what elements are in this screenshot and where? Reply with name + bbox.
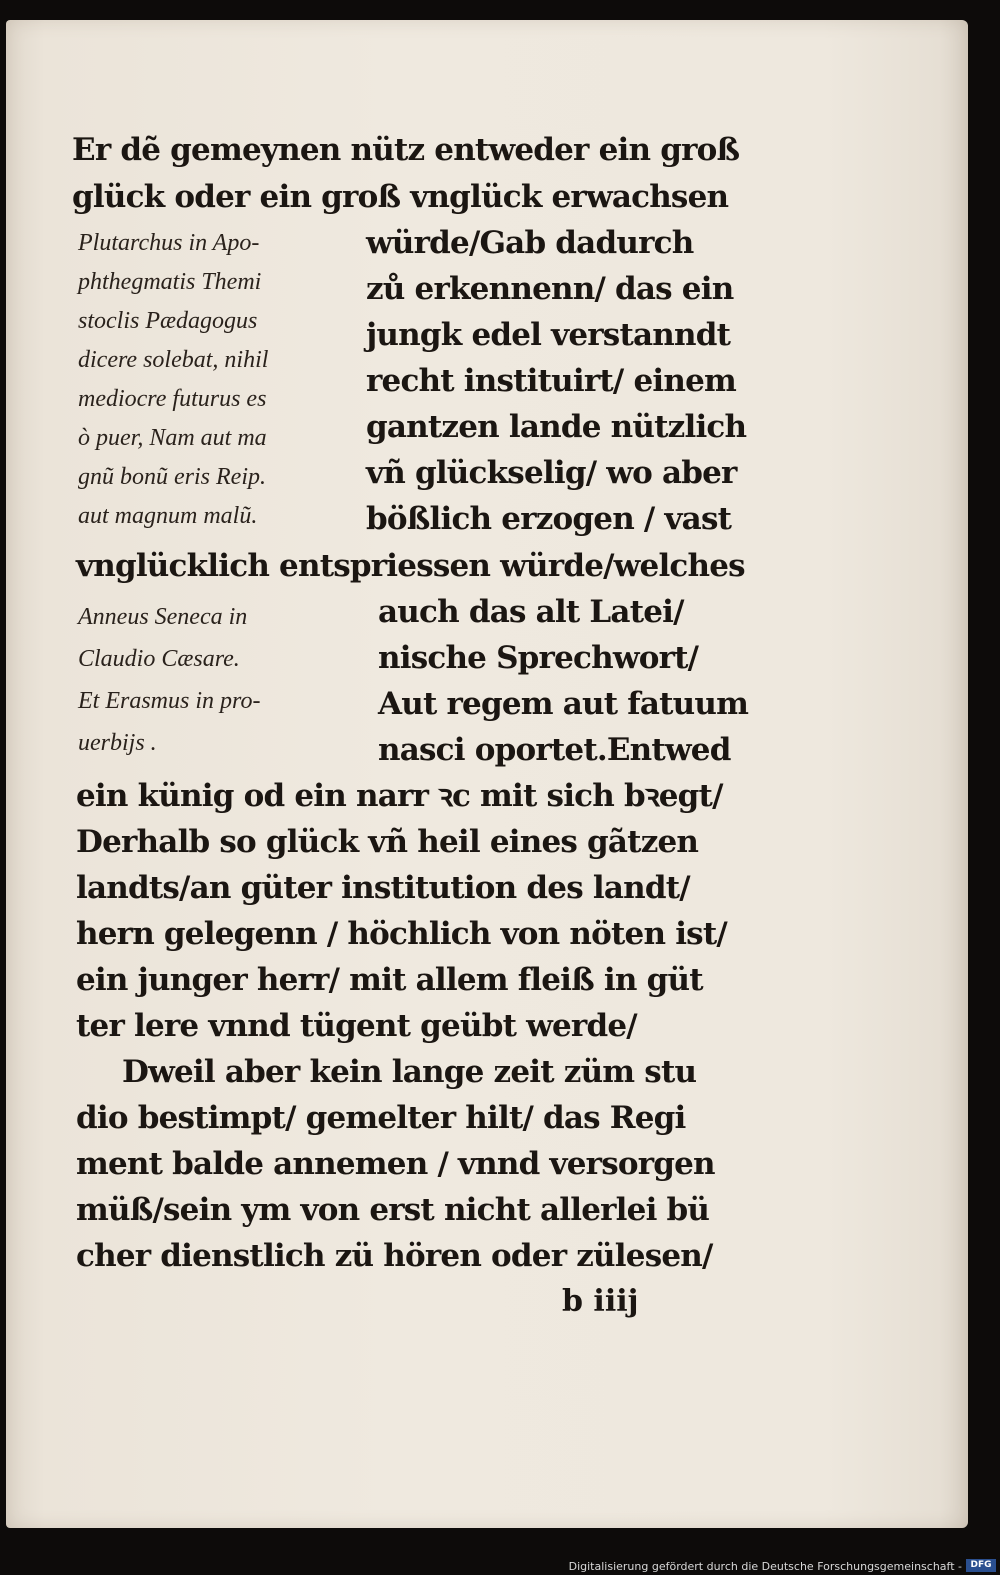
footer-bar [0, 1555, 1000, 1575]
text-line: vnglücklich entspriessen würde/welches [76, 548, 745, 584]
text-line: glück oder ein groß vnglück erwachsen [72, 179, 729, 215]
text-line: zů erkennenn/ das ein [366, 271, 734, 307]
marginal-note-line: dicere solebat, nihil [78, 347, 269, 373]
text-line: jungk edel verstanndt [366, 317, 731, 353]
marginal-note-line: phthegmatis Themi [78, 269, 262, 295]
text-line: dio bestimpt/ gemelter hilt/ das Regi [76, 1100, 686, 1136]
text-line: recht instituirt/ einem [366, 363, 737, 399]
marginal-note-line: gnũ bonũ eris Reip. [78, 464, 266, 490]
marginal-note-line: Anneus Seneca in [78, 604, 248, 630]
text-line: nische Sprechwort/ [378, 640, 699, 676]
text-line: müß/sein ym von erst nicht allerlei bü [76, 1192, 710, 1228]
marginal-note-line: stoclis Pædagogus [78, 308, 258, 334]
marginal-note-line: ò puer, Nam aut ma [78, 425, 267, 451]
book-page [6, 20, 968, 1528]
marginal-note-line: Plutarchus in Apo- [78, 230, 260, 256]
text-line: nasci oportet.Entwed [378, 732, 731, 768]
text-line: Er dẽ gemeynen nütz entweder ein groß [72, 132, 740, 168]
text-line: ein künig od ein narr ꝛc mit sich bꝛegt/ [76, 778, 723, 814]
marginal-note-line: uerbijs . [78, 730, 157, 756]
text-line: bößlich erzogen / vast [366, 501, 732, 537]
text-line: würde/Gab dadurch [366, 225, 694, 261]
text-line: landts/an güter institution des landt/ [76, 870, 690, 906]
marginal-note-line: Et Erasmus in pro- [78, 688, 261, 714]
text-line: hern gelegenn / höchlich von nöten ist/ [76, 916, 727, 952]
text-line: gantzen lande nützlich [366, 409, 747, 445]
text-line: Aut regem aut fatuum [378, 686, 749, 722]
footer-credit: Digitalisierung gefördert durch die Deutsche Forschungsgemeinschaft - [568, 1560, 962, 1573]
text-line: auch das alt Latei/ [378, 594, 684, 630]
signature-mark: b iiij [562, 1284, 639, 1319]
text-line: Dweil aber kein lange zeit züm stu [122, 1054, 697, 1090]
text-line: cher dienstlich zü hören oder zülesen/ [76, 1238, 713, 1274]
text-line: ter lere vnnd tügent geübt werde/ [76, 1008, 637, 1044]
marginal-note-line: Claudio Cæsare. [78, 646, 240, 672]
dfg-logo: DFG [966, 1559, 996, 1572]
marginal-note-line: mediocre futurus es [78, 386, 267, 412]
text-line: vñ glückselig/ wo aber [366, 455, 737, 491]
text-line: ein junger herr/ mit allem fleiß in güt [76, 962, 703, 998]
marginal-note-line: aut magnum malũ. [78, 503, 258, 529]
text-line: ment balde annemen / vnnd versorgen [76, 1146, 715, 1182]
text-line: Derhalb so glück vñ heil eines gãtzen [76, 824, 699, 860]
